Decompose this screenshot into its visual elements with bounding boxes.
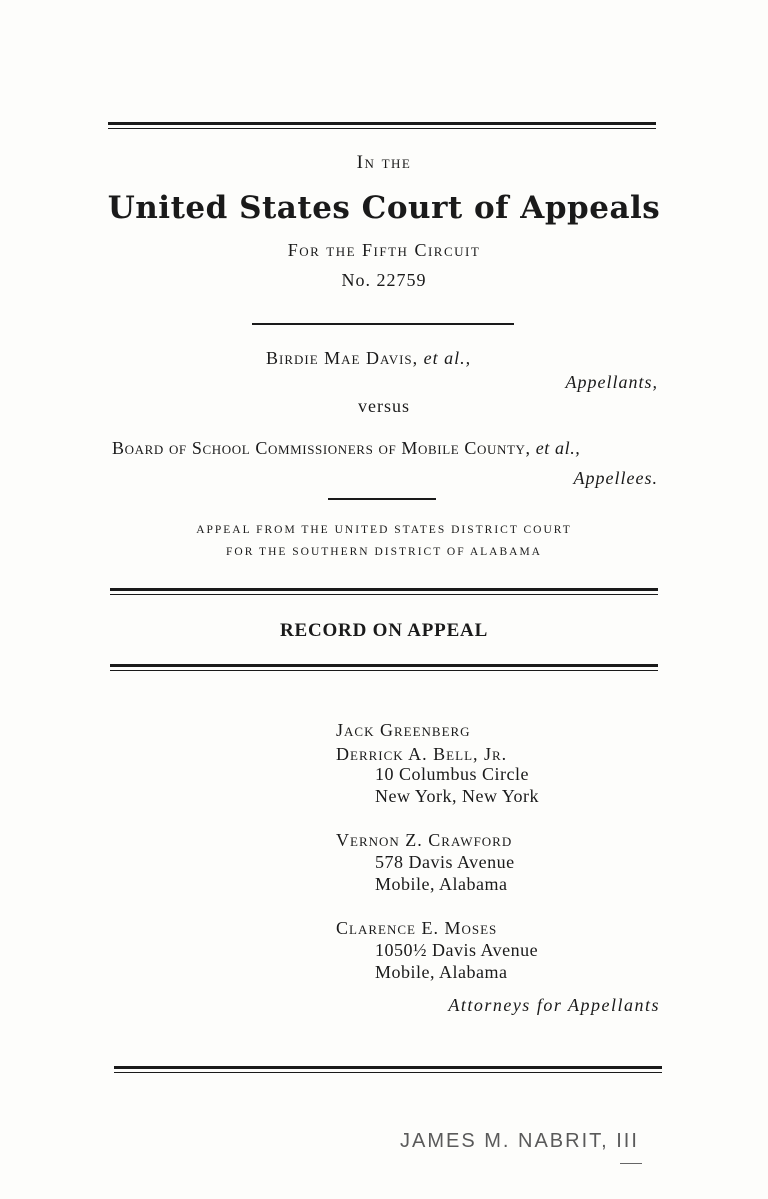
circuit-label: For the Fifth Circuit	[287, 240, 481, 260]
address-line: Mobile, Alabama	[375, 962, 508, 982]
title-bottom-rule	[110, 664, 658, 671]
address-line: 578 Davis Avenue	[375, 852, 515, 872]
address-line: New York, New York	[375, 786, 540, 806]
appeal-line-1: APPEAL FROM THE UNITED STATES DISTRICT COURT	[196, 524, 572, 536]
appellee-role: Appellees.	[573, 468, 658, 488]
stamp-underline	[620, 1163, 642, 1164]
attorney-name-greenberg: Jack Greenberg	[336, 720, 471, 740]
attorney-name-bell: Derrick A. Bell, Jr.	[336, 744, 508, 764]
appellant-etal: et al.,	[423, 348, 472, 368]
appeal-line-2: FOR THE SOUTHERN DISTRICT OF ALABAMA	[226, 546, 542, 558]
address-line: 10 Columbus Circle	[375, 764, 529, 784]
attorneys-for-appellants: Attorneys for Appellants	[448, 995, 660, 1015]
record-on-appeal-title: RECORD ON APPEAL	[279, 620, 489, 641]
case-number: No. 22759	[341, 270, 427, 290]
appellant-line	[266, 348, 471, 369]
owner-stamp: JAMES M. NABRIT, III	[400, 1130, 639, 1152]
top-double-rule	[108, 122, 656, 129]
header-divider	[252, 323, 514, 325]
appellee-etal: et al.,	[535, 438, 581, 458]
bottom-double-rule	[114, 1066, 662, 1073]
appellee-name: Board of School Commissioners of Mobile County,	[112, 438, 531, 458]
attorney-name-crawford: Vernon Z. Crawford	[336, 830, 513, 850]
appellee-line	[112, 438, 580, 459]
versus-label: versus	[358, 396, 410, 416]
parties-divider	[328, 498, 436, 500]
attorney-name-moses: Clarence E. Moses	[336, 918, 498, 938]
address-line: 1050½ Davis Avenue	[375, 940, 539, 960]
address-line: Mobile, Alabama	[375, 874, 508, 894]
title-top-rule	[110, 588, 658, 595]
court-name-heading: United States Court of Appeals	[107, 190, 661, 226]
appellant-name: Birdie Mae Davis,	[266, 348, 419, 368]
appellant-role: Appellants,	[565, 372, 658, 392]
in-the-label: In the	[356, 152, 412, 173]
